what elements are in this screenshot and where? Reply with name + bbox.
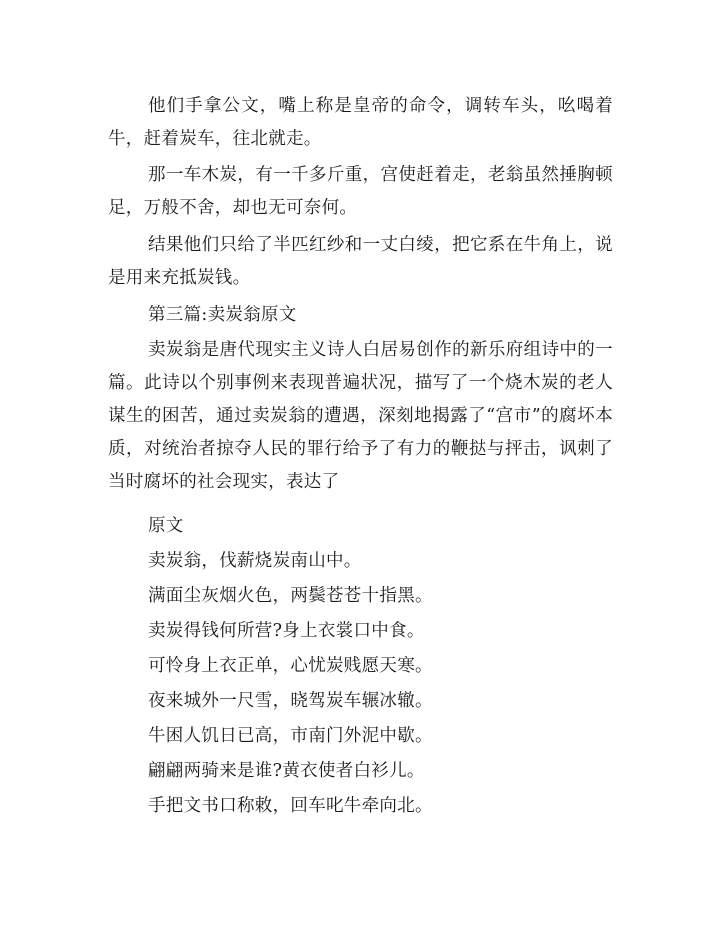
paragraph-2-block — [108, 159, 613, 225]
paragraph-1-block — [108, 90, 613, 156]
poem-line-4: 可怜身上衣正单，心忧炭贱愿天寒。 — [148, 656, 433, 676]
paragraph-3-block — [108, 229, 613, 295]
paragraph-1: 他们手拿公文，嘴上称是皇帝的命令，调转车头，吆喝着牛，赶着炭车，往北就走。 — [108, 96, 613, 149]
poem-line-6: 牛困人饥日已高，市南门外泥中歇。 — [148, 726, 433, 746]
section-title: 第三篇:卖炭翁原文 — [148, 305, 297, 325]
poem-line-3: 卖炭得钱何所营?身上衣裳口中食。 — [148, 621, 425, 641]
original-label: 原文 — [148, 516, 184, 536]
intro-block — [108, 334, 613, 499]
poem-line-7: 翩翩两骑来是谁?黄衣使者白衫儿。 — [148, 761, 425, 781]
intro-paragraph: 卖炭翁是唐代现实主义诗人白居易创作的新乐府组诗中的一篇。此诗以个别事例来表现普遍状况，描写了一个烧木炭的老人谋生的困苦，通过卖炭翁的遭遇，深刻地揭露了“宫市”的腐坏本质，对统治者掠夺人民的罪行给予了有力的鞭挞与抨击，讽刺了当时腐坏的社会现实，表达了 — [108, 340, 613, 492]
poem-line-1: 卖炭翁，伐薪烧炭南山中。 — [148, 551, 362, 571]
poem-line-2: 满面尘灰烟火色，两鬓苍苍十指黑。 — [148, 586, 433, 606]
paragraph-2: 那一车木炭，有一千多斤重，宫使赶着走，老翁虽然捶胸顿足，万般不舍，却也无可奈何。 — [108, 165, 613, 218]
poem-line-5: 夜来城外一尺雪，晓驾炭车辗冰辙。 — [148, 691, 433, 711]
poem-line-8: 手把文书口称敕，回车叱牛牵向北。 — [148, 796, 433, 816]
paragraph-3: 结果他们只给了半匹红纱和一丈白绫，把它系在牛角上，说是用来充抵炭钱。 — [108, 235, 613, 288]
